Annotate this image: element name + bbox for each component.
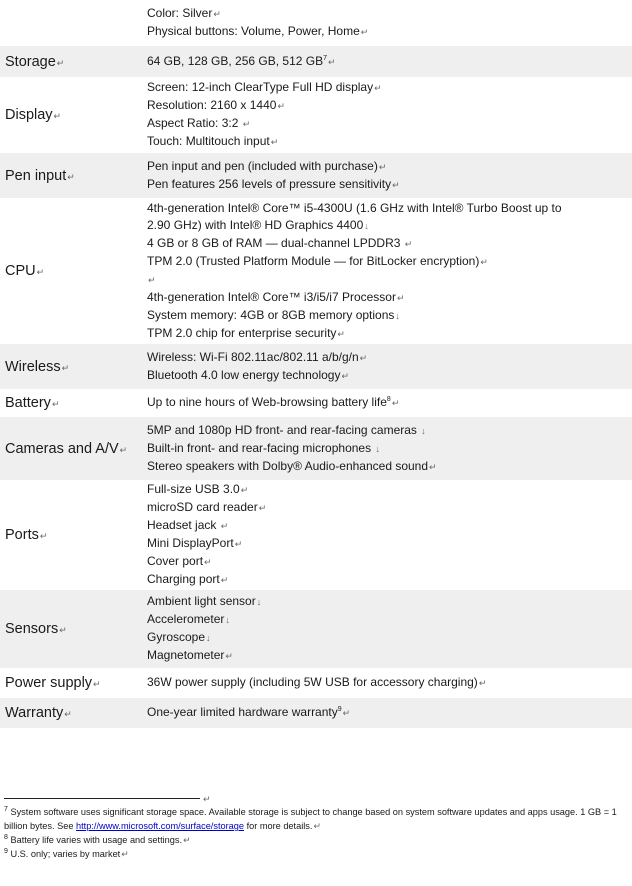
spec-value-line (147, 217, 632, 235)
paragraph-mark: ↵ (240, 485, 249, 495)
spec-value (147, 590, 632, 668)
spec-value-text: Magnetometer (147, 648, 225, 662)
spec-value-text: Cover port (147, 554, 204, 568)
paragraph-mark: ↵ (270, 137, 279, 147)
spec-row (0, 153, 632, 198)
spec-label (0, 153, 147, 198)
paragraph-mark: ↵ (93, 679, 101, 689)
paragraph-mark: ↵ (59, 625, 67, 635)
spec-value-line (147, 253, 632, 271)
spec-value-line (147, 5, 632, 23)
spec-value-line (147, 458, 632, 476)
storage-link[interactable]: http://www.microsoft.com/surface/storage (76, 821, 245, 831)
spec-value-line (147, 53, 632, 71)
spec-row (0, 417, 632, 480)
paragraph-mark: ↵ (64, 709, 72, 719)
line-break-mark: ↓ (395, 310, 400, 321)
footnote-9 (4, 847, 630, 861)
spec-value-line (147, 349, 632, 367)
spec-value-line (147, 235, 632, 253)
spec-label (0, 590, 147, 668)
spec-value-text: Headset jack (147, 518, 220, 532)
spec-value (147, 77, 632, 153)
spec-value-text: Up to nine hours of Web-browsing battery life (147, 395, 387, 409)
spec-value-line (147, 23, 632, 41)
spec-value-text: Accelerometer (147, 612, 225, 626)
spec-value-text: Color: Silver (147, 6, 213, 20)
spec-label-text: Sensors (5, 621, 59, 637)
spec-value-line (147, 674, 632, 692)
paragraph-mark: ↵ (61, 362, 70, 373)
paragraph-mark: ↵ (204, 557, 212, 567)
paragraph-mark: ↵ (404, 238, 413, 249)
paragraph-mark: ↵ (67, 171, 75, 182)
paragraph-mark: ↵ (234, 539, 243, 549)
spec-value-text: Gyroscope (147, 630, 206, 644)
paragraph-mark: ↵ (39, 531, 48, 541)
spec-value-line (147, 704, 632, 722)
spec-row (0, 77, 632, 153)
footnote-8-text: Battery life varies with usage and settings. (7, 835, 183, 845)
spec-label (0, 480, 147, 590)
spec-row (0, 480, 632, 590)
paragraph-mark: ↵ (478, 678, 487, 688)
spec-value (147, 198, 632, 344)
spec-label (0, 46, 147, 77)
paragraph-mark: ↵ (374, 83, 382, 93)
spec-value-text: 64 GB, 128 GB, 256 GB, 512 GB (147, 53, 324, 68)
spec-label-text: Wireless (5, 358, 61, 375)
paragraph-mark: ↵ (225, 651, 233, 661)
spec-value (147, 668, 632, 698)
spec-value-line (147, 307, 632, 325)
paragraph-mark: ↵ (203, 794, 211, 804)
spec-label-text: Power supply (5, 675, 93, 691)
footnote-separator (4, 794, 211, 804)
spec-value-text: Charging port (147, 572, 220, 586)
spec-value-line (147, 629, 632, 647)
footnote-9-text: U.S. only; varies by market (7, 849, 121, 859)
spec-value-text: Ambient light sensor (147, 594, 256, 608)
spec-row (0, 198, 632, 344)
spec-label (0, 417, 147, 480)
paragraph-mark: ↵ (53, 111, 62, 121)
spec-value-text: Built-in front- and rear-facing microphones (147, 440, 375, 455)
spec-value-line (147, 289, 632, 307)
footnote-9-number: 9 (4, 847, 8, 855)
paragraph-mark: ↵ (183, 835, 191, 845)
spec-value (147, 153, 632, 198)
spec-value-text: Pen features 256 levels of pressure sensitivity (147, 176, 392, 191)
paragraph-mark: ↵ (429, 461, 437, 472)
paragraph-mark: ↵ (378, 161, 387, 172)
spec-label (0, 198, 147, 344)
spec-row (0, 0, 632, 46)
spec-value-text: System memory: 4GB or 8GB memory options (147, 307, 395, 322)
spec-value-line (147, 367, 632, 385)
spec-value-line (147, 611, 632, 629)
spec-value-text: microSD card reader (147, 500, 258, 514)
spec-row (0, 344, 632, 389)
spec-row (0, 46, 632, 77)
paragraph-mark: ↵ (277, 101, 285, 111)
paragraph-mark: ↵ (313, 821, 321, 831)
footnote-reference: 7 (323, 54, 328, 62)
spec-value (147, 417, 632, 480)
footnote-7-tail: for more details. (244, 821, 313, 831)
spec-row (0, 590, 632, 668)
spec-value-text: 4th-generation Intel® Core™ i3/i5/i7 Processor (147, 289, 396, 304)
line-break-mark: ↓ (364, 220, 369, 231)
spec-value-line (147, 79, 632, 97)
paragraph-mark: ↵ (337, 328, 345, 339)
paragraph-mark: ↵ (36, 267, 45, 277)
paragraph-mark: ↵ (220, 575, 229, 585)
spec-value-text: Aspect Ratio: 3:2 (147, 116, 242, 130)
spec-label-text: Pen input (5, 167, 67, 184)
spec-row (0, 389, 632, 417)
spec-label-text: Ports (5, 527, 39, 543)
paragraph-mark: ↵ (342, 708, 351, 718)
line-break-mark: ↓ (256, 597, 262, 607)
spec-value-text: 2.90 GHz) with Intel® HD Graphics 4400 (147, 217, 364, 232)
footnotes (4, 794, 630, 861)
spec-label-text: Display (5, 107, 53, 123)
paragraph-mark: ↵ (119, 444, 128, 455)
spec-row (0, 698, 632, 728)
line-break-mark: ↓ (375, 443, 380, 454)
spec-label (0, 344, 147, 389)
spec-value-line (147, 593, 632, 611)
spec-value (147, 0, 632, 46)
spec-value-line (147, 553, 632, 571)
spec-value (147, 344, 632, 389)
spec-label-text: Battery (5, 395, 51, 411)
spec-value-text: 4 GB or 8 GB of RAM — dual-channel LPDDR3 (147, 235, 404, 250)
spec-value-line (147, 535, 632, 553)
spec-value-line (147, 200, 632, 217)
spec-value-text: Pen input and pen (included with purchase) (147, 158, 378, 173)
paragraph-mark: ↵ (391, 398, 400, 408)
footnote-8 (4, 833, 630, 847)
spec-value-line (147, 571, 632, 589)
footnote-8-number: 8 (4, 833, 8, 841)
paragraph-mark: ↵ (121, 849, 129, 859)
paragraph-mark: ↵ (392, 179, 400, 190)
spec-value-text: Bluetooth 4.0 low energy technology (147, 367, 341, 382)
paragraph-mark: ↵ (258, 503, 267, 513)
spec-row (0, 668, 632, 698)
spec-value-text: Mini DisplayPort (147, 536, 234, 550)
spec-value-line (147, 440, 632, 458)
spec-value-text: Screen: 12-inch ClearType Full HD display (147, 80, 374, 94)
spec-value-line (147, 481, 632, 499)
paragraph-mark: ↵ (56, 57, 65, 68)
spec-label-text: Cameras and A/V (5, 440, 119, 457)
spec-value-text: Resolution: 2160 x 1440 (147, 98, 277, 112)
paragraph-mark: ↵ (51, 399, 60, 409)
spec-label-text: Storage (5, 53, 56, 70)
paragraph-mark: ↵ (242, 119, 251, 129)
paragraph-mark: ↵ (359, 352, 368, 363)
paragraph-mark: ↵ (328, 56, 336, 67)
line-break-mark: ↓ (421, 425, 426, 436)
spec-label (0, 668, 147, 698)
spec-value-line (147, 115, 632, 133)
footnote-reference: 8 (386, 396, 391, 403)
spec-value-text: Touch: Multitouch input (147, 134, 270, 148)
spec-value-line (147, 499, 632, 517)
paragraph-mark: ↵ (341, 370, 350, 381)
spec-label (0, 698, 147, 728)
spec-value-line (147, 422, 632, 440)
paragraph-mark: ↵ (148, 274, 156, 285)
spec-label-text: Warranty (5, 705, 64, 721)
paragraph-mark: ↵ (360, 27, 369, 37)
spec-value-text: Wireless: Wi-Fi 802.11ac/802.11 a/b/g/n (147, 349, 359, 364)
spec-value-line (147, 394, 632, 412)
spec-value-line (147, 133, 632, 151)
spec-value-text: 5MP and 1080p HD front- and rear-facing cameras (147, 422, 421, 437)
spec-value-text: Stereo speakers with Dolby® Audio-enhanced sound (147, 458, 429, 473)
spec-value-line (147, 517, 632, 535)
paragraph-mark: ↵ (396, 292, 405, 303)
spec-value-text: Full-size USB 3.0 (147, 482, 240, 496)
paragraph-mark: ↵ (220, 521, 229, 531)
spec-value-line (147, 158, 632, 176)
line-break-mark: ↓ (206, 633, 211, 643)
paragraph-mark: ↵ (480, 256, 488, 267)
footnote-7-number: 7 (4, 805, 8, 813)
spec-value-text: 36W power supply (including 5W USB for accessory charging) (147, 675, 478, 689)
paragraph-mark: ↵ (213, 9, 221, 19)
spec-value-text: TPM 2.0 (Trusted Platform Module — for BitLocker encryption) (147, 253, 480, 268)
line-break-mark: ↓ (225, 615, 230, 625)
spec-value-line (147, 176, 632, 194)
spec-value (147, 698, 632, 728)
spec-value-line (147, 647, 632, 665)
spec-value-text: 4th-generation Intel® Core™ i5-4300U (1.6 GHz with Intel® Turbo Boost up to (147, 200, 562, 215)
footnote-reference: 9 (337, 706, 342, 713)
footnote-7-text: System software uses significant storage space. Available storage is subject to change based on system software updates and apps usage. 1 GB = 1 billion bytes. See (4, 807, 617, 831)
spec-label (0, 0, 147, 46)
spec-label-text: CPU (5, 263, 36, 279)
spec-value-line (147, 271, 632, 289)
spec-label (0, 77, 147, 153)
spec-value (147, 480, 632, 590)
spec-value-text: One-year limited hardware warranty (147, 705, 338, 719)
spec-value (147, 389, 632, 417)
spec-value-text: TPM 2.0 chip for enterprise security (147, 325, 337, 340)
spec-value (147, 46, 632, 77)
footnote-7 (4, 805, 630, 833)
spec-value-line (147, 325, 632, 343)
spec-value-text: Physical buttons: Volume, Power, Home (147, 24, 360, 38)
spec-label (0, 389, 147, 417)
spec-value-line (147, 97, 632, 115)
